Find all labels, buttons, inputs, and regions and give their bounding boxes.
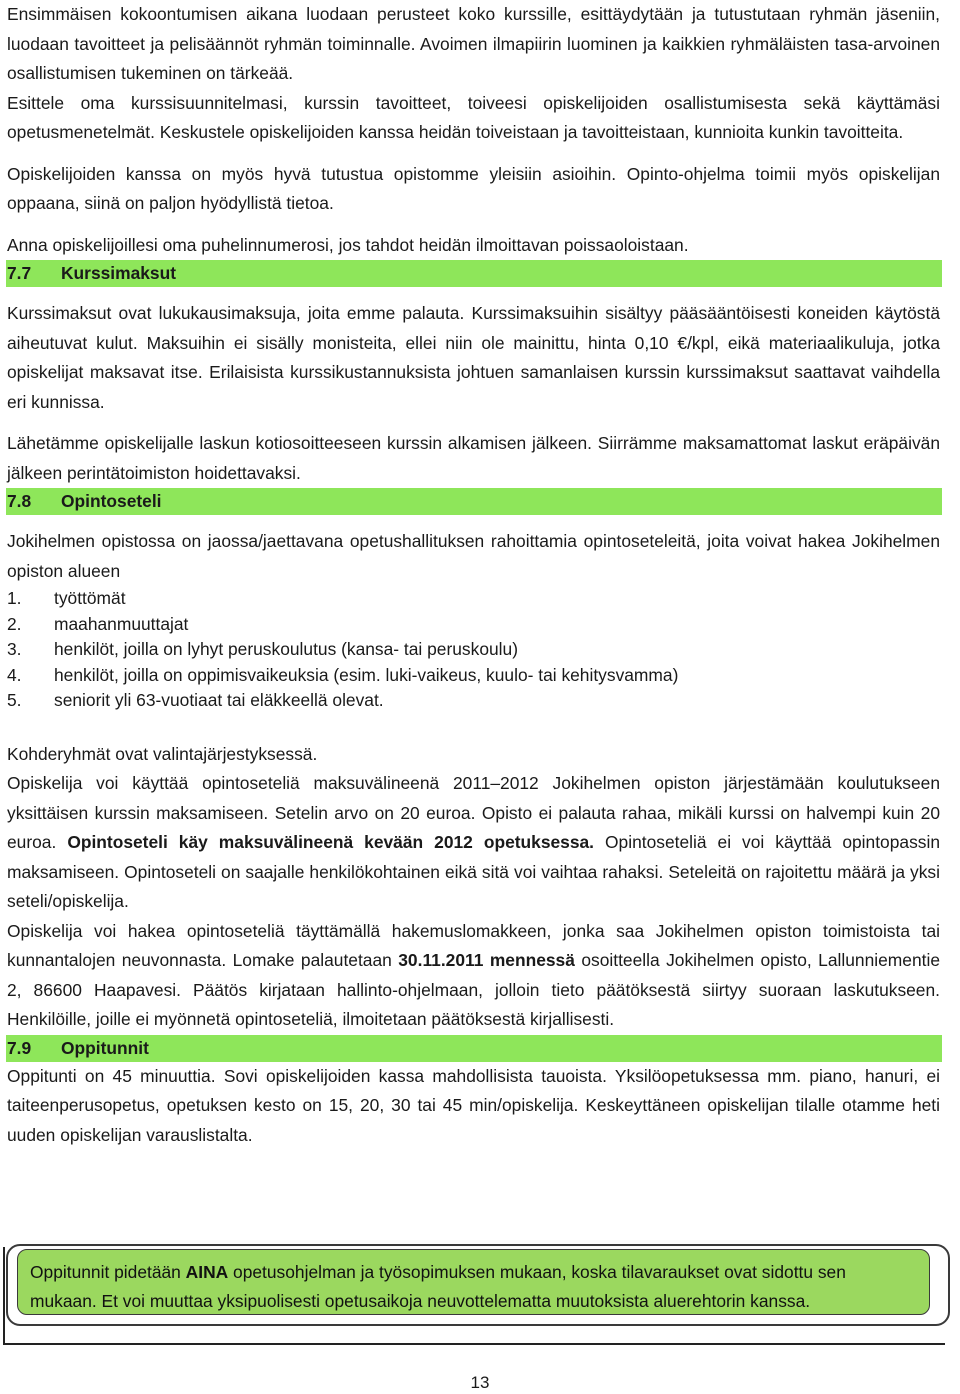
voucher-paragraph-2: Kohderyhmät ovat valintajärjestyksessä. <box>7 743 318 764</box>
lessons-paragraph-1: Oppitunti on 45 minuuttia. Sovi opiskelijoiden kassa mahdollisista tauoista. Yksilöopetuksessa mm. piano, hanuri, ei taiteenperusopetus, opetuksen kesto on 15, 20, 30 tai 45 min/opiskelija. Keskeyttäneen opiskelijan tilalle otamme heti uuden opiskelijan varauslistalta. <box>7 1065 940 1145</box>
list-item: 5. seniorit yli 63-vuotiaat tai eläkkeellä olevat. <box>7 690 384 711</box>
section-number: 7.7 <box>7 263 32 283</box>
intro-paragraph-1: Ensimmäisen kokoontumisen aikana luodaan perusteet koko kurssille, esittäydytään ja tutustutaan ryhmän jäseniin, luodaan tavoitteet ja pelisäännöt ryhmän toiminnalle. Avoimen ilmapiirin luominen ja kaikkien ryhmäläisten tasa-arvoinen osallistumisen tukeminen on tärkeää. <box>7 4 940 83</box>
frame-line-left <box>3 1247 5 1344</box>
voucher-paragraph-1: Jokihelmen opistossa on jaossa/jaettavana opetushallituksen rahoittamia opintoseteleitä, joita voivat hakea Jokihelmen opiston alueen <box>7 531 940 581</box>
voucher-paragraph-3: Opiskelija voi käyttää opintoseteliä maksuvälineenä 2011–2012 Jokihelmen opiston järjestämään koulutukseen yksittäisen kurssin maksamiseen. Setelin arvo on 20 euroa. Opisto ei palauta rahaa, mikäli kurssi on halvempi kuin 20 euroa. Opintoseteli käy maksuvälineenä kevään 2012 opetuksessa. Opintoseteliä ei voi käyttää opintopassin maksamiseen. Opintoseteli on saajalle henkilökohtainen eikä sitä voi vaihtaa rahaksi. Seteleitä on rajoitettu määrä ja yksi seteli/opiskelija. <box>7 773 940 912</box>
fees-paragraph-1: Kurssimaksut ovat lukukausimaksuja, joita emme palauta. Kurssimaksuihin sisältyy pääsääntöisesti koneiden käytöstä aiheutuvat kulut. Maksuihin ei sisälly monisteita, ellei niin ole mainittu, hinta 0,10 €/kpl, eikä materiaalikuluja, jotka opiskelijat maksavat itse. Erilaisista kurssikustannuksista johtuen samanlaisen kurssin kurssimaksut saattavat vaihdella eri kunnissa. <box>7 303 940 412</box>
list-item: 3. henkilöt, joilla on lyhyt peruskoulutus (kansa- tai peruskoulu) <box>7 639 518 660</box>
document-page <box>7 0 940 1150</box>
intro-paragraph-4: Anna opiskelijoillesi oma puhelinnumerosi, jos tahdot heidän ilmoittavan poissaoloistaan. <box>7 234 689 255</box>
frame-line-bottom <box>3 1343 945 1345</box>
notice-text: Oppitunnit pidetään AINA opetusohjelman ja työsopimuksen mukaan, koska tilavaraukset ovat sidottu sen mukaan. Et voi muuttaa yksipuolisesti opetusaikoja neuvottelematta muutoksista aluerehtorin kanssa. <box>30 1262 846 1311</box>
section-number: 7.9 <box>7 1037 32 1058</box>
section-title: Kurssimaksut <box>61 263 177 283</box>
intro-paragraph-2: Esittele oma kurssisuunnitelmasi, kurssin tavoitteet, toiveesi opiskelijoiden osallistumisesta sekä käyttämäsi opetusmenetelmät. Keskustele opiskelijoiden kanssa heidän toiveistaan ja tavoitteistaan, kunnioita kunkin tavoitteita. <box>7 92 940 142</box>
section-number: 7.8 <box>7 491 32 511</box>
list-item: 2. maahanmuuttajat <box>7 613 189 634</box>
notice-callout-body <box>17 1249 930 1315</box>
section-heading-7-8 <box>6 488 942 515</box>
section-title: Opintoseteli <box>61 491 162 511</box>
page-number: 13 <box>470 1373 490 1392</box>
target-group-list <box>7 586 940 714</box>
fees-paragraph-2: Lähetämme opiskelijalle laskun kotiosoitteeseen kurssin alkamisen jälkeen. Siirrämme maksamattomat laskut eräpäivän jälkeen perintätoimiston hoidettavaksi. <box>7 433 940 483</box>
section-title: Oppitunnit <box>61 1037 149 1058</box>
intro-paragraph-3: Opiskelijoiden kanssa on myös hyvä tutustua opistomme yleisiin asioihin. Opinto-ohjelma toimii myös opiskelijan oppaana, siinä on paljon hyödyllistä tietoa. <box>7 163 940 213</box>
section-heading-7-9 <box>6 1035 942 1062</box>
voucher-paragraph-4: Opiskelija voi hakea opintoseteliä täyttämällä hakemuslomakkeen, jonka saa Jokihelmen opiston toimistoista tai kunnantalojen neuvonnasta. Lomake palautetaan 30.11.2011 mennessä osoitteella Jokihelmen opisto, Lallunniementie 2, 86600 Haapavesi. Päätös kirjataan hallinto-ohjelmaan, jolloin tieto päätöksestä siirtyy suoraan laskutukseen. Henkilöille, joille ei myönnetä opintoseteliä, ilmoitetaan päätöksestä kirjallisesti. <box>7 920 940 1030</box>
list-item: 1. työttömät <box>7 588 126 608</box>
list-item: 4. henkilöt, joilla on oppimisvaikeuksia (esim. luki-vaikeus, kuulo- tai kehitysvamma) <box>7 664 679 685</box>
notice-callout <box>6 1244 950 1326</box>
section-heading-7-7 <box>6 260 942 287</box>
